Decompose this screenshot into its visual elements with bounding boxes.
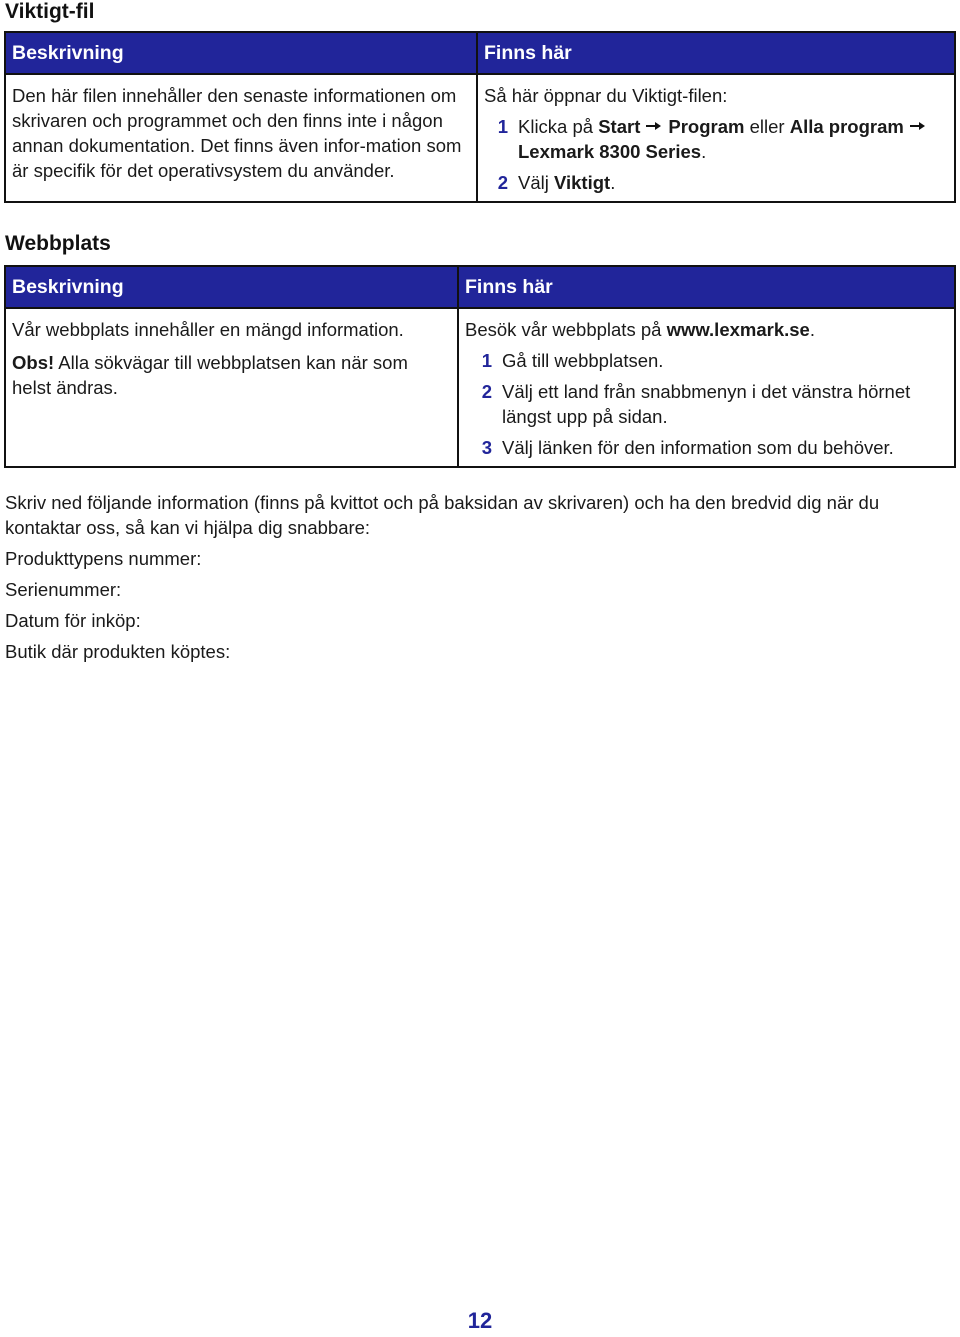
field-purchase-date: Datum för inköp: bbox=[5, 610, 141, 631]
field-store: Butik där produkten köptes: bbox=[5, 641, 231, 662]
step-text-part: Välj bbox=[518, 172, 554, 193]
step-text: Välj ett land från snabbmenyn i det vänstra hörnet längst upp på sidan. bbox=[502, 381, 911, 427]
readme-col-location: Finns här bbox=[477, 32, 955, 74]
section-title-readme: Viktigt-fil bbox=[5, 0, 95, 23]
arrow-right-icon bbox=[646, 121, 662, 131]
section-title-website: Webbplats bbox=[5, 232, 111, 255]
step-number: 1 bbox=[497, 116, 508, 137]
readme-description-cell bbox=[5, 74, 477, 202]
list-item bbox=[465, 348, 948, 373]
website-steps bbox=[465, 348, 948, 460]
step-text-part: . bbox=[610, 172, 616, 193]
menu-start: Start bbox=[598, 116, 641, 137]
note-label: Obs! bbox=[12, 352, 55, 373]
list-item bbox=[465, 435, 948, 460]
readme-table bbox=[4, 31, 956, 203]
contact-paragraph: Skriv ned följande information (finns på kvittot och på baksidan av skrivaren) och ha den bredvid dig när du kontaktar oss, så kan vi hjälpa dig snabbare: bbox=[5, 492, 880, 538]
website-description-cell bbox=[5, 308, 458, 467]
step-text bbox=[518, 114, 948, 164]
arrow-right-icon bbox=[910, 121, 926, 131]
website-note bbox=[12, 350, 451, 400]
list-item bbox=[484, 170, 948, 195]
field-product-type: Produkttypens nummer: bbox=[5, 548, 202, 569]
website-url-link[interactable]: www.lexmark.se bbox=[666, 319, 810, 340]
menu-program: Program bbox=[668, 116, 745, 137]
contact-info-block bbox=[5, 490, 955, 664]
menu-viktigt: Viktigt bbox=[554, 172, 611, 193]
step-text: Välj länken för den information som du behöver. bbox=[502, 437, 894, 458]
step-text: Gå till webbplatsen. bbox=[502, 350, 664, 371]
readme-location-cell bbox=[477, 74, 955, 202]
step-number: 2 bbox=[497, 172, 508, 193]
step-text bbox=[518, 170, 948, 195]
page-number: 12 bbox=[467, 1308, 493, 1333]
list-item bbox=[465, 379, 948, 429]
website-intro bbox=[465, 317, 948, 342]
step-number: 1 bbox=[481, 350, 492, 371]
readme-description: Den här filen innehåller den senaste informationen om skrivaren och programmet och den finns inte i någon annan dokumentation. Det finns även infor-mation som är specifik för det operativsystem du använder. bbox=[12, 85, 462, 181]
step-text-part: Klicka på bbox=[518, 116, 599, 137]
readme-col-description: Beskrivning bbox=[5, 32, 477, 74]
menu-alla-program: Alla program bbox=[789, 116, 904, 137]
step-text-part: . bbox=[701, 141, 707, 162]
website-location-cell bbox=[458, 308, 955, 467]
list-item bbox=[484, 114, 948, 164]
intro-text: . bbox=[809, 319, 815, 340]
website-table bbox=[4, 265, 956, 468]
intro-text: Besök vår webbplats på bbox=[465, 319, 667, 340]
readme-steps bbox=[484, 114, 948, 195]
step-number: 2 bbox=[481, 381, 492, 402]
website-col-description: Beskrivning bbox=[5, 266, 458, 308]
step-number: 3 bbox=[481, 437, 492, 458]
step-text-part: eller bbox=[744, 116, 790, 137]
field-serial-number: Serienummer: bbox=[5, 579, 122, 600]
website-description: Vår webbplats innehåller en mängd information. bbox=[12, 319, 404, 340]
menu-lexmark: Lexmark 8300 Series bbox=[518, 141, 702, 162]
note-text: Alla sökvägar till webbplatsen kan när som helst ändras. bbox=[12, 352, 408, 398]
readme-intro: Så här öppnar du Viktigt-filen: bbox=[484, 85, 728, 106]
website-col-location: Finns här bbox=[458, 266, 955, 308]
